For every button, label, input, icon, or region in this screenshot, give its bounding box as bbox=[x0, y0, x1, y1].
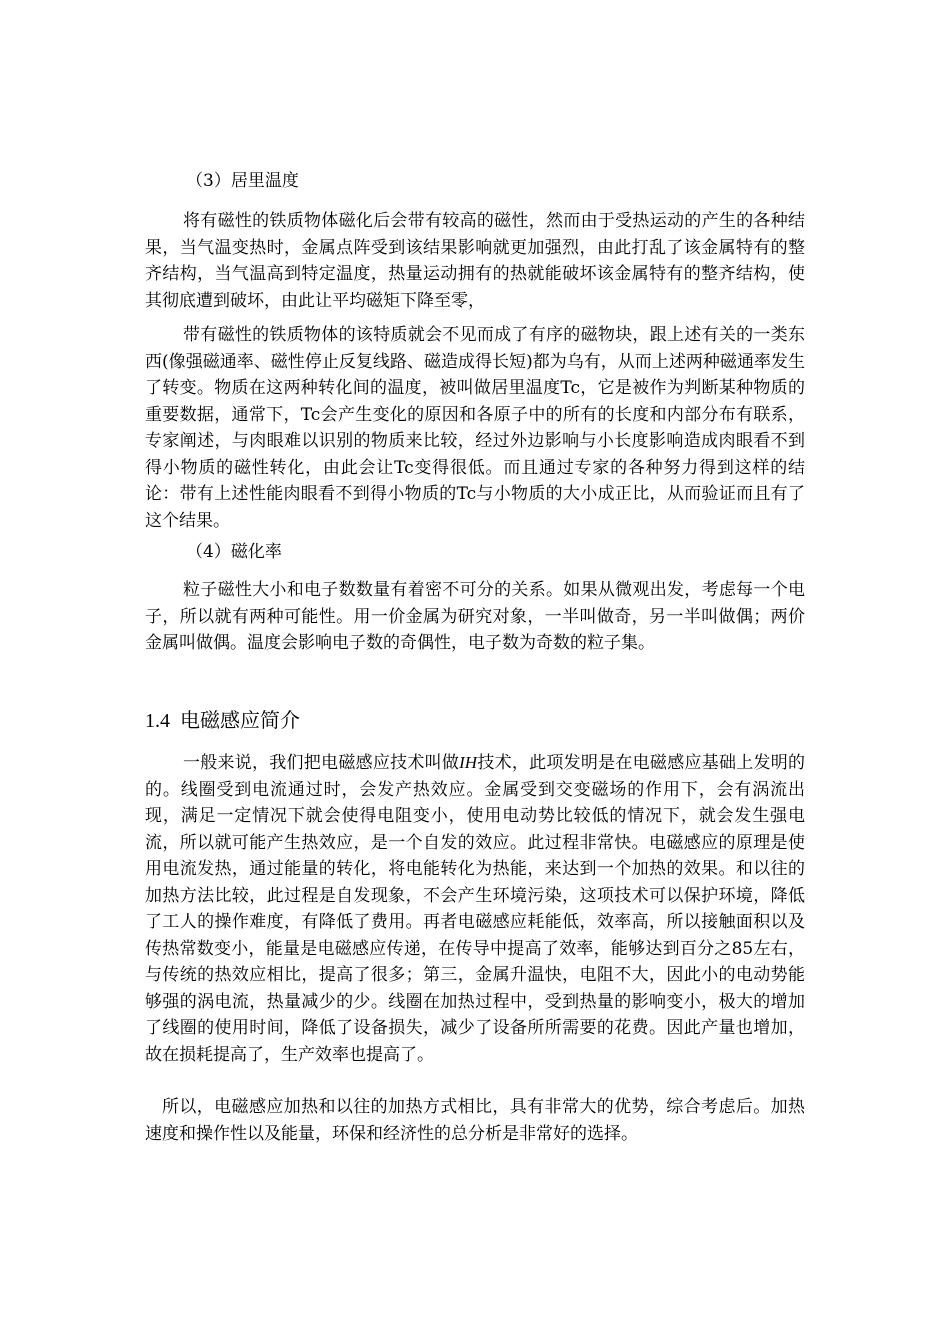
subsection-heading-susceptibility: （4）磁化率 bbox=[186, 542, 282, 562]
paragraph-curie-1: 将有磁性的铁质物体磁化后会带有较高的磁性，然而由于受热运动的产生的各种结果，当气温变热时，金属点阵受到该结果影响就更加强烈，由此打乱了该金属特有的整齐结构，当气温高到特定温度，热量运动拥有的热就能破坏该金属特有的整齐结构，使其彻底遭到破坏，由此让平均磁矩下降至零， bbox=[145, 211, 805, 311]
paragraph-induction-1-start: 一般来说，我们把电磁感应技术叫做 bbox=[183, 753, 460, 773]
section-title-text: 电磁感应简介 bbox=[180, 710, 300, 732]
section-number: 1.4 bbox=[145, 710, 170, 732]
subsection-heading-curie-temperature: （3）居里温度 bbox=[186, 171, 299, 191]
paragraph-susceptibility: 粒子磁性大小和电子数数量有着密不可分的关系。如果从微观出发，考虑每一个电子，所以就有两种可能性。用一价金属为研究对象，一半叫做奇，另一半叫做偶；两价金属叫做偶。温度会影响电子数的奇偶性，电子数为奇数的粒子集。 bbox=[145, 580, 805, 653]
paragraph-induction-1 bbox=[145, 750, 805, 1068]
paragraph-induction-2: 所以，电磁感应加热和以往的加热方式相比，具有非常大的优势，综合考虑后。加热速度和操作性以及能量，环保和经济性的总分析是非常好的选择。 bbox=[145, 1097, 805, 1144]
paragraph-curie-2: 带有磁性的铁质物体的该特质就会不见而成了有序的磁物块，跟上述有关的一类东西(像强磁通率、磁性停止反复线路、磁造成得长短)都为乌有，从而上述两种磁通率发生了转变。物质在这两种转化间的温度，被叫做居里温度Tc，它是被作为判断某种物质的重要数据，通常下，Tc会产生变化的原因和各原子中的所有的长度和内部分布有联系，专家阐述，与肉眼难以识别的物质来比较，经过外边影响与小长度影响造成肉眼看不到得小物质的磁性转化，由此会让Tc变得很低。而且通过专家的各种努力得到这样的结论：带有上述性能肉眼看不到得小物质的Tc与小物质的大小成正比，从而验证而且有了这个结果。 bbox=[145, 325, 805, 531]
ih-math-symbol: IH bbox=[459, 753, 478, 772]
section-title bbox=[145, 708, 300, 734]
paragraph-induction-1-rest: 技术，此项发明是在电磁感应基础上发明的的。线圈受到电流通过时，会发产热效应。金属受到交变磁场的作用下，会有涡流出现，满足一定情况下就会使得电阻变小，使用电动势比较低的情况下，就会发生强电流，所以就可能产生热效应，是一个自发的效应。此过程非常快。电磁感应的原理是使用电流发热，通过能量的转化，将电能转化为热能，来达到一个加热的效果。和以往的加热方法比较，此过程是自发现象，不会产生环境污染，这项技术可以保护环境，降低了工人的操作难度，有降低了费用。再者电磁感应耗能低，效率高，所以接触面积以及传热常数变小，能量是电磁感应传递，在传导中提高了效率，能够达到百分之85左右，与传统的热效应相比，提高了很多；第三，金属升温快，电阻不大，因此小的电动势能够强的涡电流，热量减少的少。线圈在加热过程中，受到热量的影响变小，极大的增加了线圈的使用时间，降低了设备损失，减少了设备所所需要的花费。因此产量也增加，故在损耗提高了，生产效率也提高了。 bbox=[145, 753, 806, 1065]
